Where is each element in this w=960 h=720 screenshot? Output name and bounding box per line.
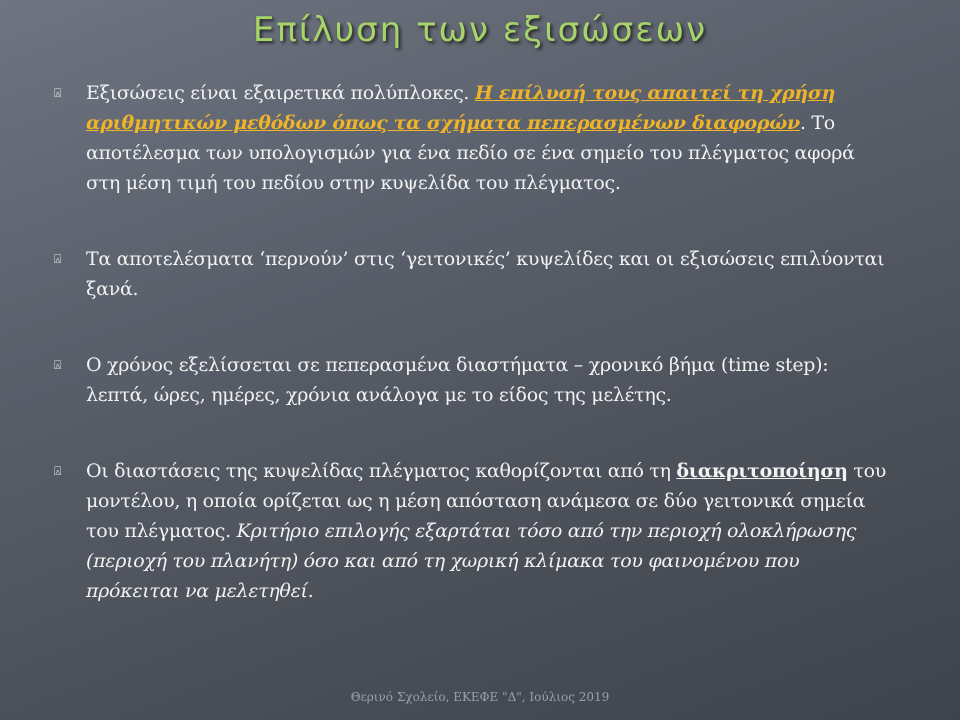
bullet-icon: ⍓ [54, 464, 61, 478]
bullet-text: . Το αποτέλεσμα των υπολογισμών για ένα πεδίο σε ένα σημείο του πλέγματος αφορά στη μέση τιμή του πεδίου στην κυψελίδα του πλέγματος. [86, 112, 855, 194]
bullet-icon: ⍓ [54, 86, 61, 100]
bullet-item [54, 456, 894, 606]
bullet-text: Τα αποτελέσματα ‘περνούν’ στις ‘γειτονικές’ κυψελίδες και οι εξισώσεις επιλύονται ξανά. [86, 248, 885, 300]
bullet-list [54, 78, 894, 636]
bullet-text: Εξισώσεις είναι εξαιρετικά πολύπλοκες. [86, 82, 475, 104]
bullet-item [54, 244, 894, 304]
bullet-text: Οι διαστάσεις της κυψελίδας πλέγματος καθορίζονται από τη [86, 460, 677, 482]
bullet-text: του μοντέλου, η οποία ορίζεται ως η μέση απόσταση ανάμεσα σε δύο γειτονικά σημεία του πλέγματος. [86, 460, 886, 542]
bold-term: διακριτοποίηση [676, 460, 848, 482]
italic-text: Κριτήριο επιλογής εξαρτάται τόσο από την περιοχή ολοκλήρωσης (περιοχή του πλανήτη) όσο και από τη χωρική κλίμακα του φαινομένου που πρόκειται να μελετηθεί [86, 520, 857, 602]
bullet-item [54, 350, 894, 410]
bullet-item [54, 78, 894, 198]
bullet-icon: ⍓ [54, 252, 61, 266]
bullet-icon: ⍓ [54, 358, 61, 372]
bullet-text: . [307, 580, 314, 602]
highlight-text: Η επίλυσή τους απαιτεί τη χρήση αριθμητικών μεθόδων όπως τα σχήματα πεπερασμένων διαφορών [86, 82, 836, 134]
bullet-text: Ο χρόνος εξελίσσεται σε πεπερασμένα διαστήματα – χρονικό βήμα (time step): λεπτά, ώρες, ημέρες, χρόνια ανάλογα με το είδος της μελέτης. [86, 354, 829, 406]
slide-title: Επίλυση των εξισώσεων [252, 10, 708, 50]
slide-footer: Θερινό Σχολείο, ΕΚΕΦΕ "Δ", Ιούλιος 2019 [350, 690, 610, 704]
